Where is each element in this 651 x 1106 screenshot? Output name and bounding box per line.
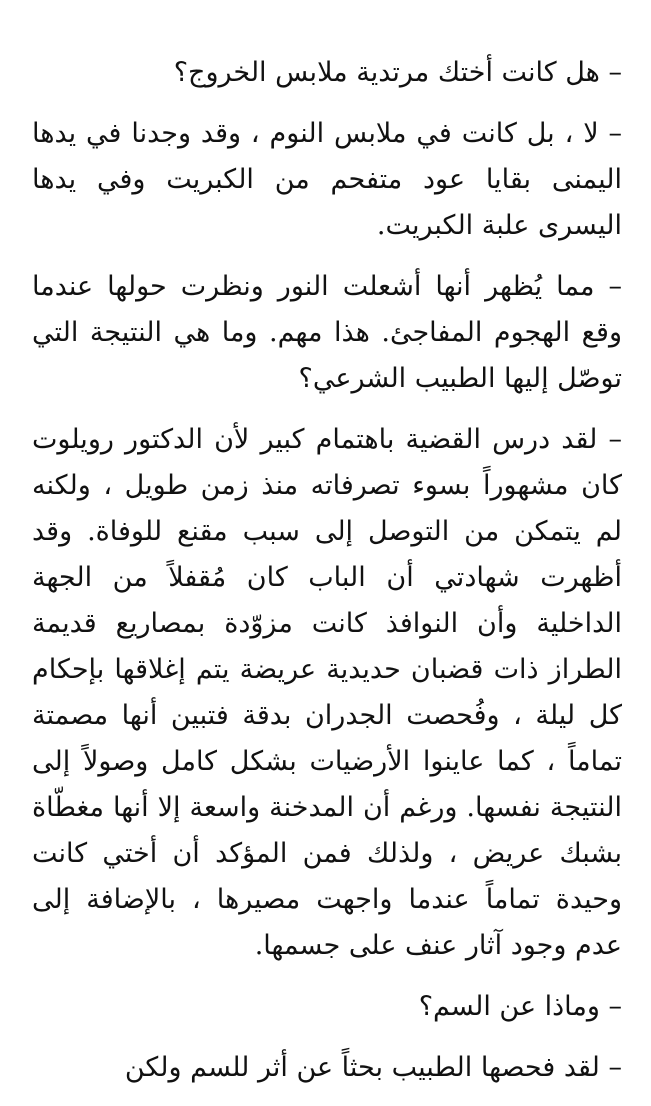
dialogue-paragraph-3: – مما يُظهر أنها أشعلت النور ونظرت حولها عندما وقع الهجوم المفاجئ. هذا مهم. وما هي النتيجة التي توصّل إليها الطبيب الشرعي؟ [32,271,622,394]
dialogue-paragraph-2: – لا ، بل كانت في ملابس النوم ، وقد وجدنا في يدها اليمنى بقايا عود متفحم من الكبريت وفي يدها اليسرى علبة الكبريت. [32,118,622,241]
document-page [32,50,622,1106]
dialogue-paragraph-5: – وماذا عن السم؟ [418,991,622,1022]
dialogue-paragraph-4: – لقد درس القضية باهتمام كبير لأن الدكتور رويلوت كان مشهوراً بسوء تصرفاته منذ زمن طويل ، ولكنه لم يتمكن من التوصل إلى سبب مقنع للوفاة. وقد أظهرت شهادتي أن الباب كان مُقفلاً من الجهة الداخلية وأن النوافذ كانت مزوّدة بمصاريع قديمة الطراز ذات قضبان حديدية عريضة يتم إغلاقها بإحكام كل ليلة ، وفُحصت الجدران بدقة فتبين أنها مصمتة تماماً ، كما عاينوا الأرضيات بشكل كامل وصولاً إلى النتيجة نفسها. ورغم أن المدخنة واسعة إلا أنها مغطّاة بشبك عريض ، ولذلك فمن المؤكد أن أختي كانت وحيدة تماماً عندما واجهت مصيرها ، بالإضافة إلى عدم وجود آثار عنف على جسمها. [32,424,622,961]
dialogue-paragraph-1: – هل كانت أختك مرتدية ملابس الخروج؟ [173,57,622,88]
dialogue-paragraph-6: – لقد فحصها الطبيب بحثاً عن أثر للسم ولكن [124,1052,622,1083]
